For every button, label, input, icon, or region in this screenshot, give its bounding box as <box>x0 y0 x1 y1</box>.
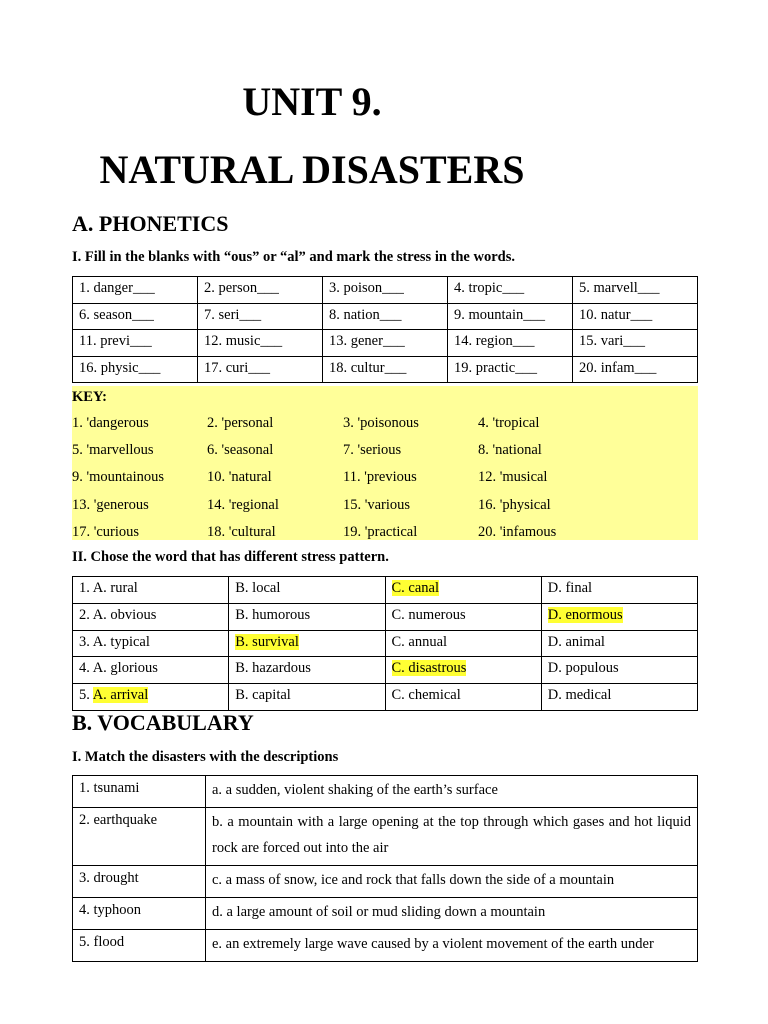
key-item: 1. 'dangerous <box>72 415 149 431</box>
table-row <box>73 577 698 604</box>
option-cell <box>73 603 229 630</box>
word-blank-cell: 9. mountain___ <box>448 303 573 330</box>
option-text: 3. A. typical <box>79 633 150 650</box>
word-blank-cell: 1. danger___ <box>73 277 198 304</box>
option-text: B. humorous <box>235 606 311 623</box>
fill-blanks-table <box>72 276 698 383</box>
key-item: 10. 'natural <box>207 469 272 486</box>
key-item: 6. 'seasonal <box>207 442 274 459</box>
disaster-term-cell: 5. flood <box>73 930 206 962</box>
key-item: 12. 'musical <box>478 469 548 486</box>
key-item: 18. 'cultural <box>207 523 276 540</box>
table-row <box>73 930 698 962</box>
word-blank-cell: 12. music___ <box>198 330 323 357</box>
option-text: B. local <box>235 580 281 596</box>
word-blank-cell: 8. nation___ <box>323 303 448 330</box>
part-a1-instruction: I. Fill in the blanks with “ous” or “al” and mark the stress in the words. <box>72 249 515 265</box>
unit-subtitle: NATURAL DISASTERS <box>99 147 525 192</box>
option-text: 5. <box>79 687 93 704</box>
key-item: 7. 'serious <box>343 442 402 459</box>
word-blank-cell: 18. cultur___ <box>323 356 448 383</box>
key-item: 4. 'tropical <box>478 415 540 431</box>
disaster-term-cell: 4. typhoon <box>73 898 206 930</box>
word-blank-cell: 20. infam___ <box>573 356 698 383</box>
option-cell <box>541 630 697 657</box>
word-blank-cell: 19. practic___ <box>448 356 573 383</box>
option-text: D. medical <box>547 687 612 704</box>
key-item: 19. 'practical <box>343 523 418 540</box>
word-blank-cell: 6. season___ <box>73 303 198 330</box>
stress-pattern-table <box>72 576 698 711</box>
description-cell: b. a mountain with a large opening at the top through which gases and hot liquid rock are forced out into the air <box>206 808 698 866</box>
disaster-term-cell: 1. tsunami <box>73 776 206 808</box>
option-text: C. chemical <box>391 687 461 704</box>
option-cell <box>229 657 385 684</box>
part-a2-instruction: II. Chose the word that has different stress pattern. <box>72 549 389 565</box>
key-item: 20. 'infamous <box>478 523 557 540</box>
section-a-heading: A. PHONETICS <box>72 211 229 236</box>
key-item: 9. 'mountainous <box>72 469 165 486</box>
option-cell <box>229 630 385 657</box>
word-blank-cell: 4. tropic___ <box>448 277 573 304</box>
part-b1-instruction: I. Match the disasters with the descriptions <box>72 749 339 765</box>
word-blank-cell: 17. curi___ <box>198 356 323 383</box>
table-row <box>73 898 698 930</box>
disaster-term-cell: 3. drought <box>73 866 206 898</box>
highlighted-answer: B. survival <box>235 633 299 650</box>
option-text: D. final <box>547 580 593 596</box>
section-b-heading: B. VOCABULARY <box>72 710 254 735</box>
key-item: 2. 'personal <box>207 415 274 431</box>
option-cell <box>541 577 697 604</box>
word-blank-cell: 5. marvell___ <box>573 277 698 304</box>
option-cell <box>385 577 541 604</box>
key-item: 5. 'marvellous <box>72 442 154 459</box>
match-disasters-table <box>72 775 698 962</box>
key-item: 3. 'poisonous <box>343 415 419 431</box>
unit-title: UNIT 9. <box>242 79 382 124</box>
table-row <box>73 776 698 808</box>
disaster-term-cell: 2. earthquake <box>73 808 206 866</box>
word-blank-cell: 2. person___ <box>198 277 323 304</box>
key-item: 13. 'generous <box>72 496 149 513</box>
word-blank-cell: 15. vari___ <box>573 330 698 357</box>
word-blank-cell: 13. gener___ <box>323 330 448 357</box>
option-cell <box>385 630 541 657</box>
highlighted-answer: A. arrival <box>92 687 149 704</box>
key-item: 16. 'physical <box>478 496 551 513</box>
key-label: KEY: <box>72 389 107 405</box>
option-cell <box>385 603 541 630</box>
table-row <box>73 330 698 357</box>
table-row <box>73 356 698 383</box>
word-blank-cell: 7. seri___ <box>198 303 323 330</box>
option-text: B. capital <box>235 687 291 704</box>
highlighted-answer: C. canal <box>391 580 440 596</box>
option-cell <box>541 657 697 684</box>
option-text: D. populous <box>547 660 619 677</box>
option-cell <box>73 630 229 657</box>
option-text: 1. A. rural <box>79 580 138 596</box>
table-row <box>73 603 698 630</box>
word-blank-cell: 3. poison___ <box>323 277 448 304</box>
word-blank-cell: 11. previ___ <box>73 330 198 357</box>
answer-key-box <box>72 386 698 540</box>
word-blank-cell: 10. natur___ <box>573 303 698 330</box>
option-cell <box>229 577 385 604</box>
option-text: C. annual <box>391 633 448 650</box>
option-cell <box>229 684 385 711</box>
option-text: 2. A. obvious <box>79 606 157 623</box>
description-cell: a. a sudden, violent shaking of the earth’s surface <box>206 776 698 808</box>
word-blank-cell: 14. region___ <box>448 330 573 357</box>
table-row <box>73 303 698 330</box>
highlighted-answer: C. disastrous <box>391 660 467 677</box>
option-cell <box>73 684 229 711</box>
option-text: 4. A. glorious <box>79 660 158 677</box>
description-cell: e. an extremely large wave caused by a violent movement of the earth under <box>206 930 698 962</box>
key-item: 14. 'regional <box>207 496 279 513</box>
table-row <box>73 866 698 898</box>
option-cell <box>73 577 229 604</box>
option-cell <box>385 684 541 711</box>
highlighted-answer: D. enormous <box>547 606 623 623</box>
key-item: 8. 'national <box>478 442 542 459</box>
option-cell <box>385 657 541 684</box>
option-text: B. hazardous <box>235 660 311 677</box>
option-cell <box>73 657 229 684</box>
option-cell <box>229 603 385 630</box>
table-row <box>73 657 698 684</box>
option-text: C. numerous <box>391 606 466 623</box>
option-text: D. animal <box>547 633 605 650</box>
description-cell: c. a mass of snow, ice and rock that falls down the side of a mountain <box>206 866 698 898</box>
key-item: 17. 'curious <box>72 523 140 540</box>
word-blank-cell: 16. physic___ <box>73 356 198 383</box>
table-row <box>73 630 698 657</box>
option-cell <box>541 684 697 711</box>
option-cell <box>541 603 697 630</box>
table-row <box>73 277 698 304</box>
description-cell: d. a large amount of soil or mud sliding down a mountain <box>206 898 698 930</box>
key-item: 15. 'various <box>343 496 411 513</box>
table-row <box>73 808 698 866</box>
key-item: 11. 'previous <box>343 469 417 486</box>
table-row <box>73 684 698 711</box>
